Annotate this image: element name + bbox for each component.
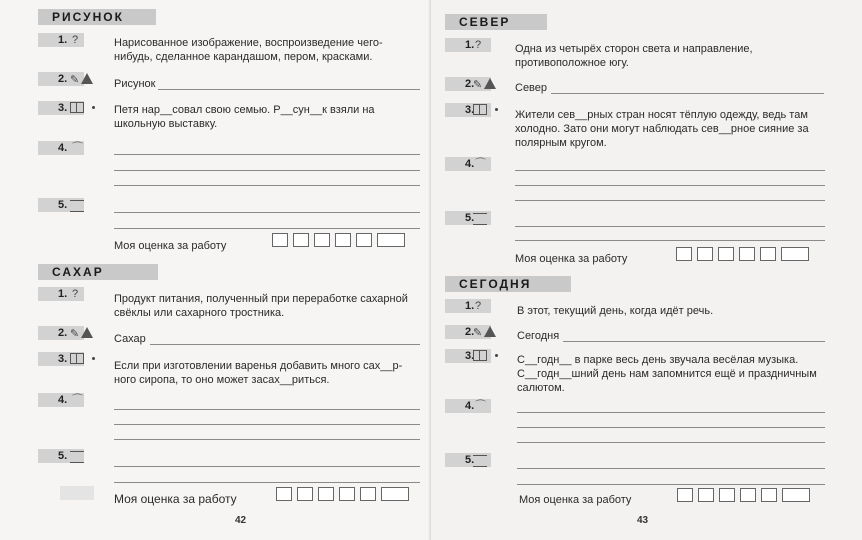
- task-number: 3.: [445, 103, 491, 117]
- grade-box[interactable]: [677, 488, 693, 502]
- task-number: 1.: [445, 38, 491, 52]
- task-number: 2.: [38, 72, 84, 86]
- grade-box[interactable]: [739, 247, 755, 261]
- grade-box-final[interactable]: [381, 487, 409, 501]
- dictionary-icon: [70, 198, 84, 214]
- grade-box[interactable]: [698, 488, 714, 502]
- write-line[interactable]: [551, 93, 824, 94]
- question-icon: ?: [475, 39, 482, 51]
- task-number: 3.: [445, 349, 491, 363]
- task-text: В этот, текущий день, когда идёт речь.: [517, 305, 714, 317]
- write-line[interactable]: [158, 89, 420, 90]
- arch-icon: ⌒: [475, 158, 486, 170]
- right-page: [431, 0, 862, 540]
- write-line[interactable]: [517, 442, 825, 443]
- write-line[interactable]: [114, 482, 420, 483]
- arch-icon: ⌒: [72, 142, 83, 154]
- grade-box[interactable]: [318, 487, 334, 501]
- grade-boxes[interactable]: [272, 233, 405, 247]
- grade-box[interactable]: [293, 233, 309, 247]
- dot-icon: [495, 108, 498, 111]
- write-line[interactable]: [114, 409, 420, 410]
- grade-box[interactable]: [740, 488, 756, 502]
- arch-icon: ⌒: [72, 394, 83, 406]
- book-icon: [70, 352, 95, 367]
- grade-box[interactable]: [297, 487, 313, 501]
- task-number: 2.: [38, 326, 84, 340]
- grade-label: Моя оценка за работу: [114, 240, 227, 252]
- pencil-crossed-icon: ✎: [473, 325, 496, 340]
- write-line[interactable]: [515, 200, 825, 201]
- question-icon: ?: [475, 300, 482, 312]
- warning-icon: [484, 78, 496, 89]
- grade-boxes[interactable]: [676, 247, 809, 261]
- write-line[interactable]: [563, 341, 825, 342]
- pencil-crossed-icon: ✎: [70, 72, 93, 87]
- dictionary-icon: [473, 453, 487, 469]
- grade-box-final[interactable]: [782, 488, 810, 502]
- grade-boxes[interactable]: [276, 487, 409, 501]
- grade-box-final[interactable]: [377, 233, 405, 247]
- task-number: 4.: [38, 141, 84, 155]
- word-header: СЕВЕР: [445, 14, 547, 30]
- task-number: 5.: [445, 211, 491, 225]
- task-number: 1.: [38, 33, 84, 47]
- book-icon: [473, 349, 498, 364]
- write-line[interactable]: [517, 427, 825, 428]
- page-number: 42: [235, 515, 247, 526]
- blank-label: [60, 486, 94, 500]
- grade-box[interactable]: [760, 247, 776, 261]
- word-header: РИСУНОК: [38, 9, 156, 25]
- grade-box[interactable]: [676, 247, 692, 261]
- grade-box[interactable]: [356, 233, 372, 247]
- write-line[interactable]: [515, 226, 825, 227]
- task-number: 1.: [38, 287, 84, 301]
- book-icon: [70, 101, 95, 116]
- grade-label: Моя оценка за работу: [515, 253, 628, 265]
- grade-boxes[interactable]: [677, 488, 810, 502]
- task-text: Жители сев__рных стран носят тёплую одежду, ведь там холодно. Зато они могут наблюдать сев__рное сияние за полярным кругом.: [515, 109, 809, 149]
- word-header: СЕГОДНЯ: [445, 276, 571, 292]
- arch-icon: ⌒: [475, 400, 486, 412]
- task-number: 2.: [445, 77, 491, 91]
- grade-box[interactable]: [314, 233, 330, 247]
- dot-icon: [92, 357, 95, 360]
- task-text: Петя нар__совал свою семью. Р__сун__к взяли на школьную выставку.: [114, 104, 375, 130]
- task-number: 1.: [445, 299, 491, 313]
- write-line[interactable]: [114, 466, 420, 467]
- grade-box[interactable]: [339, 487, 355, 501]
- grade-box[interactable]: [276, 487, 292, 501]
- write-line[interactable]: [517, 468, 825, 469]
- warning-icon: [81, 73, 93, 84]
- grade-box[interactable]: [335, 233, 351, 247]
- task-number: 2.: [445, 325, 491, 339]
- dictionary-icon: [473, 211, 487, 227]
- write-line[interactable]: [114, 170, 420, 171]
- task-text: Север: [515, 82, 548, 94]
- task-number: 4.: [445, 157, 491, 171]
- task-text: Одна из четырёх сторон света и направление, противоположное югу.: [515, 43, 753, 69]
- task-text: Если при изготовлении варенья добавить много сах__р-ного сиропа, то оно может засах__риться.: [114, 360, 403, 386]
- grade-box[interactable]: [360, 487, 376, 501]
- write-line[interactable]: [517, 484, 825, 485]
- write-line[interactable]: [114, 154, 420, 155]
- task-text: Рисунок: [114, 78, 156, 90]
- write-line[interactable]: [515, 170, 825, 171]
- task-number: 5.: [38, 449, 84, 463]
- task-number: 3.: [38, 101, 84, 115]
- dot-icon: [495, 354, 498, 357]
- task-number: 4.: [38, 393, 84, 407]
- task-text: Нарисованное изображение, воспроизведение чего-нибудь, сделанное карандашом, пером, красками.: [114, 37, 383, 63]
- page-number: 43: [637, 515, 649, 526]
- task-text: Продукт питания, полученный при переработке сахарной свёклы или сахарного тростника.: [114, 293, 408, 319]
- write-line[interactable]: [150, 344, 420, 345]
- dictionary-icon: [70, 449, 84, 465]
- pencil-crossed-icon: ✎: [473, 77, 496, 92]
- write-line[interactable]: [114, 439, 420, 440]
- write-line[interactable]: [517, 412, 825, 413]
- task-number: 4.: [445, 399, 491, 413]
- write-line[interactable]: [114, 185, 420, 186]
- warning-icon: [81, 327, 93, 338]
- grade-box[interactable]: [718, 247, 734, 261]
- grade-box[interactable]: [272, 233, 288, 247]
- grade-box[interactable]: [719, 488, 735, 502]
- grade-label: Моя оценка за работу: [114, 492, 237, 506]
- task-number: 5.: [445, 453, 491, 467]
- task-number: 5.: [38, 198, 84, 212]
- book-icon: [473, 103, 498, 118]
- grade-box[interactable]: [761, 488, 777, 502]
- write-line[interactable]: [114, 212, 420, 213]
- task-text: Сахар: [114, 333, 146, 345]
- question-icon: ?: [72, 34, 79, 46]
- dot-icon: [92, 106, 95, 109]
- warning-icon: [484, 326, 496, 337]
- task-number: 3.: [38, 352, 84, 366]
- pencil-crossed-icon: ✎: [70, 326, 93, 341]
- word-header: САХАР: [38, 264, 158, 280]
- grade-box[interactable]: [697, 247, 713, 261]
- task-text: Сегодня: [517, 330, 560, 342]
- write-line[interactable]: [515, 185, 825, 186]
- write-line[interactable]: [114, 424, 420, 425]
- task-text: С__годн__ в парке весь день звучала весёлая музыка. С__годн__шний день нам запомнится ещё и праздничным салютом.: [517, 354, 817, 394]
- grade-box-final[interactable]: [781, 247, 809, 261]
- write-line[interactable]: [114, 228, 420, 229]
- question-icon: ?: [72, 288, 79, 300]
- grade-label: Моя оценка за работу: [519, 494, 632, 506]
- write-line[interactable]: [515, 240, 825, 241]
